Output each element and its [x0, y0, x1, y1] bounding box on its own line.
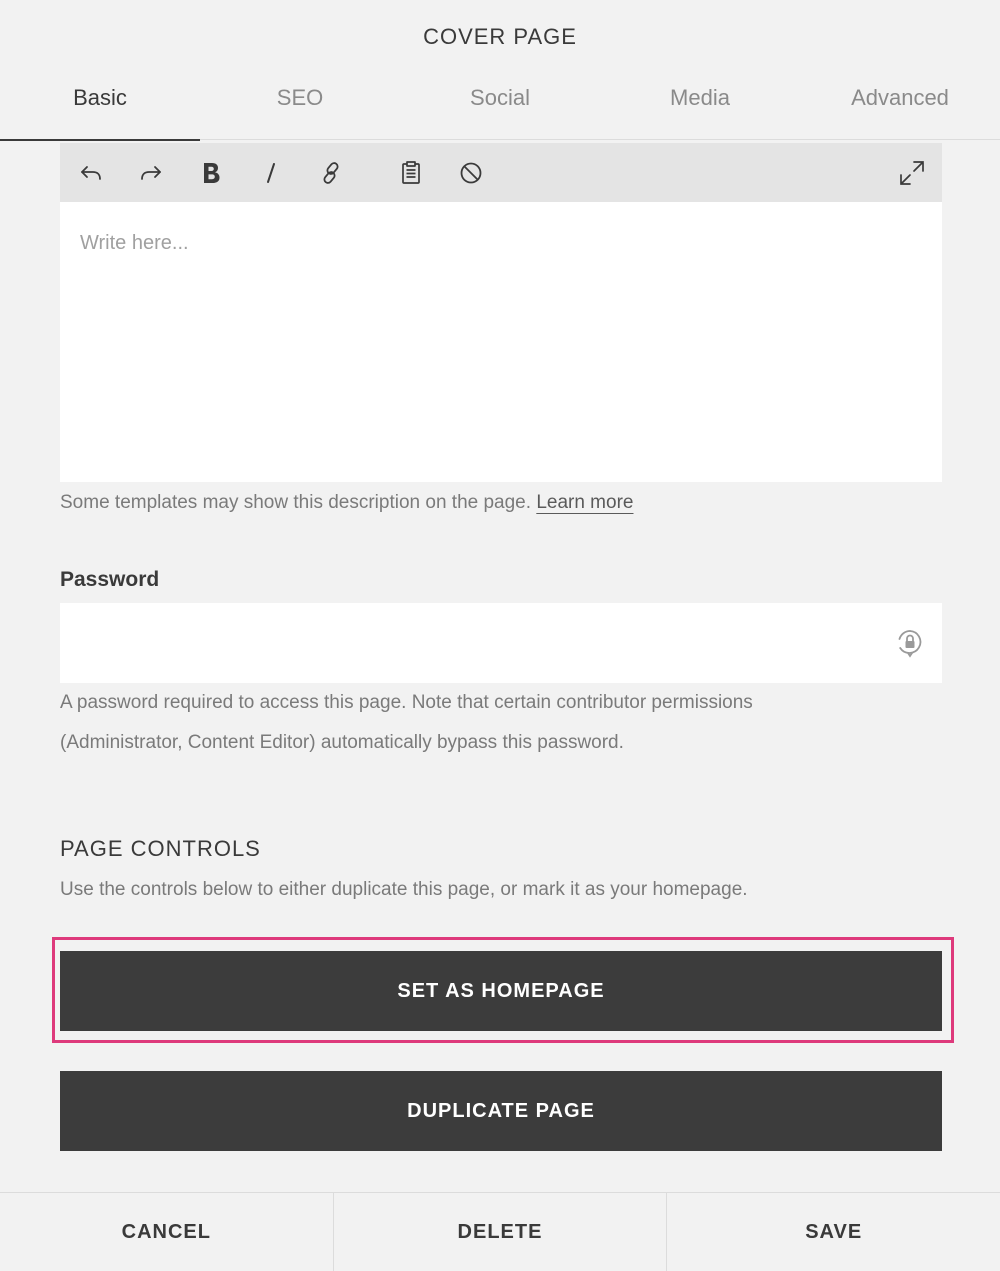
description-help: [60, 483, 633, 523]
bold-icon[interactable]: [193, 155, 229, 191]
tab-media[interactable]: Media: [670, 85, 730, 110]
clear-format-icon[interactable]: [453, 155, 489, 191]
editor-toolbar: [60, 143, 942, 202]
link-icon[interactable]: [313, 155, 349, 191]
tab-advanced[interactable]: Advanced: [851, 85, 949, 110]
redo-icon[interactable]: [133, 155, 169, 191]
password-input[interactable]: [60, 603, 942, 683]
password-help-line-1: A password required to access this page. Note that certain contributor permissions: [60, 692, 753, 713]
password-label: Password: [60, 568, 160, 591]
tab-bar: [0, 80, 1000, 140]
editor-placeholder: Write here...: [80, 232, 189, 254]
duplicate-page-button[interactable]: DUPLICATE PAGE: [60, 1071, 942, 1151]
save-button[interactable]: SAVE: [666, 1193, 1000, 1271]
dialog-footer: [0, 1192, 1000, 1271]
password-help-line-2: (Administrator, Content Editor) automatically bypass this password.: [60, 732, 624, 753]
page-controls-title: PAGE CONTROLS: [60, 836, 261, 861]
expand-icon[interactable]: [894, 155, 930, 191]
tab-basic[interactable]: Basic: [0, 80, 200, 140]
description-help-text: Some templates may show this description on the page.: [60, 492, 532, 513]
description-editor[interactable]: [60, 202, 942, 482]
undo-icon[interactable]: [73, 155, 109, 191]
dialog-header: [0, 0, 1000, 140]
tab-seo[interactable]: SEO: [276, 85, 324, 110]
page-controls-description: Use the controls below to either duplicate this page, or mark it as your homepage.: [60, 879, 748, 900]
delete-button[interactable]: DELETE: [333, 1193, 667, 1271]
tab-social[interactable]: Social: [470, 85, 530, 110]
cancel-button[interactable]: CANCEL: [121, 1220, 211, 1243]
set-as-homepage-button[interactable]: SET AS HOMEPAGE: [60, 951, 942, 1031]
clipboard-icon[interactable]: [393, 155, 429, 191]
italic-icon[interactable]: [253, 155, 289, 191]
password-lock-icon[interactable]: [894, 627, 926, 659]
learn-more-link[interactable]: Learn more: [536, 492, 634, 513]
dialog-title: COVER PAGE: [423, 24, 577, 49]
